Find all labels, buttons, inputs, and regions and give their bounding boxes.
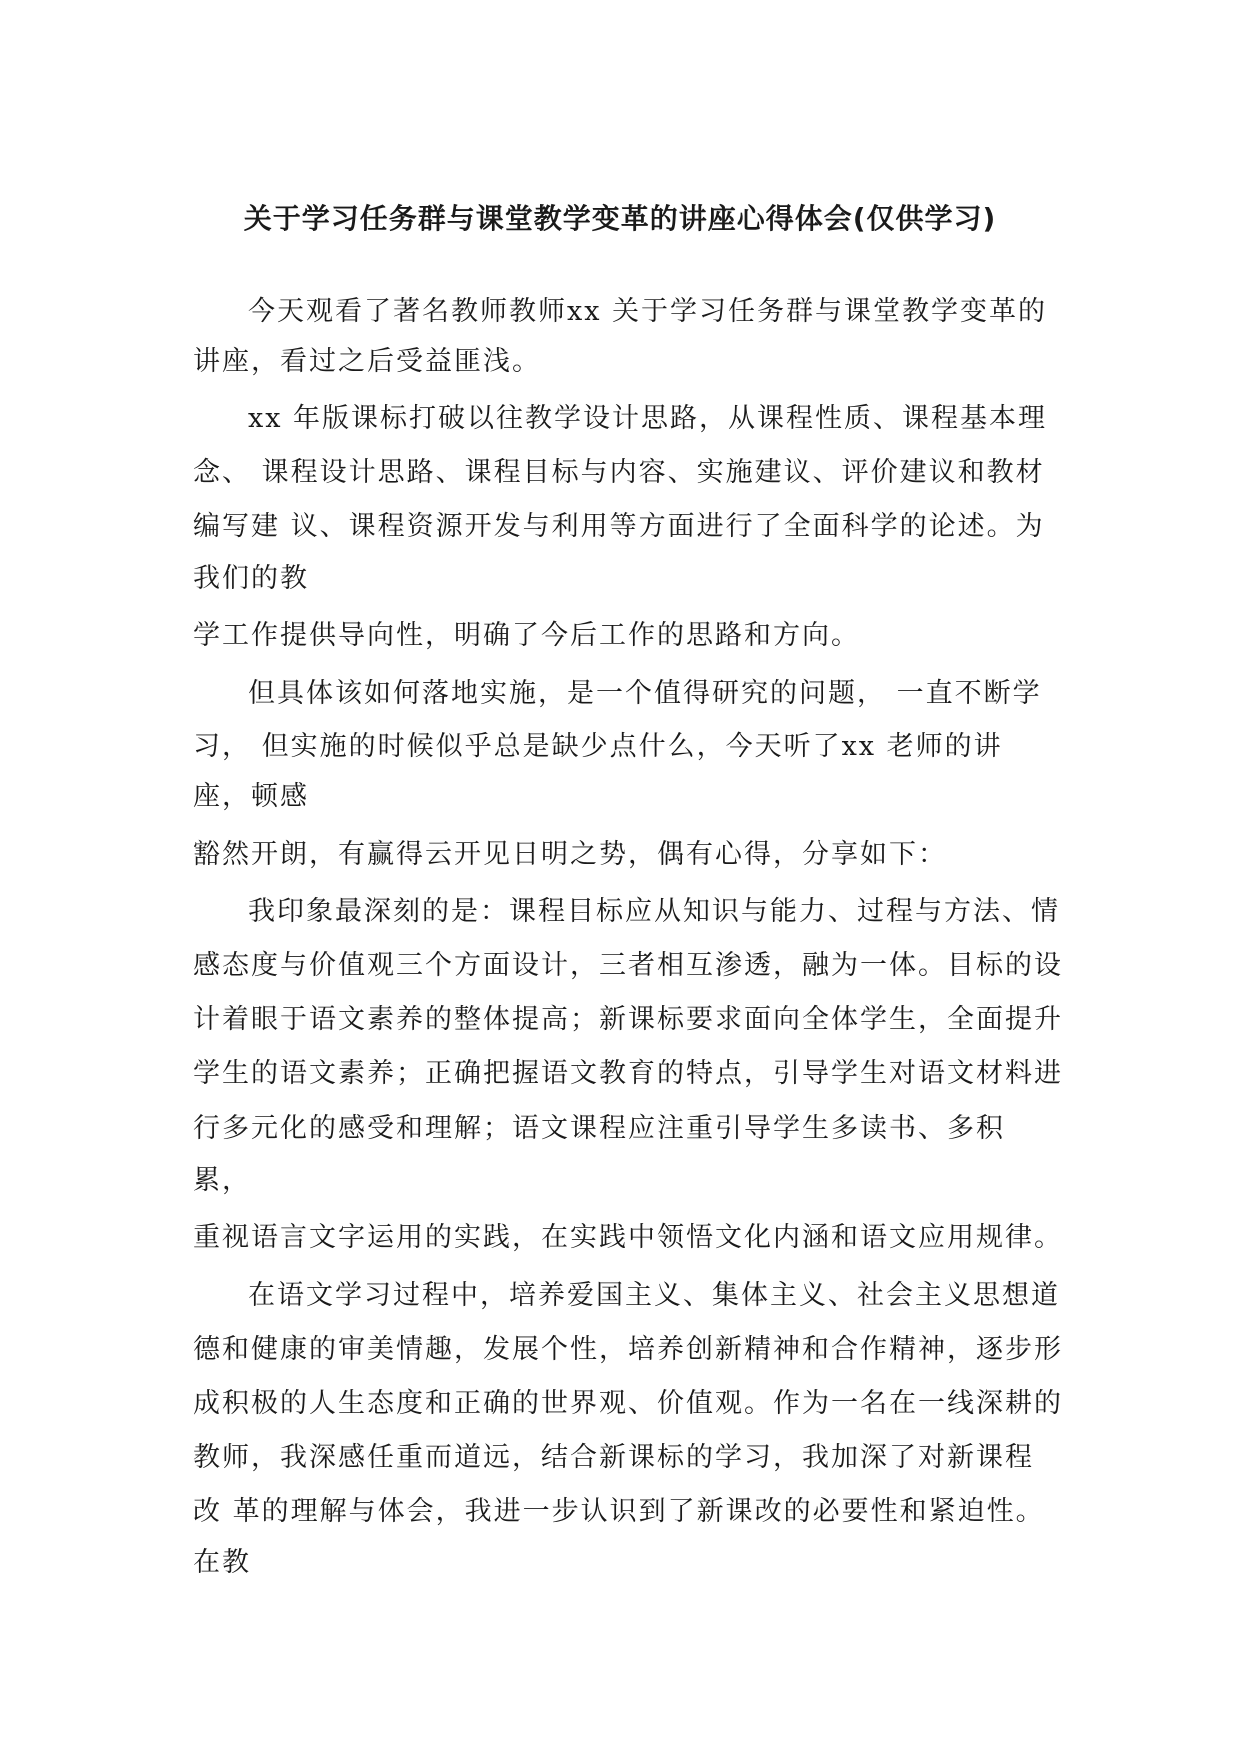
text-line: 习， 但实施的时候似乎总是缺少点什么，今天听了xx 老师的讲 [193,731,1003,762]
text-line: 成积极的人生态度和正确的世界观、价值观。作为一名在一线深耕的 [193,1388,1063,1419]
text-line: 豁然开朗，有赢得云开见日明之势，偶有心得，分享如下： [193,839,947,870]
text-line: 我们的教 [193,563,309,594]
text-line: xx 年版课标打破以往教学设计思路，从课程性质、课程基本理 [248,403,1048,434]
text-line: 座，顿感 [193,781,309,812]
text-line: 计着眼于语文素养的整体提高；新课标要求面向全体学生，全面提升 [193,1004,1063,1035]
text-line: 在语文学习过程中，培养爱国主义、集体主义、社会主义思想道 [248,1280,1060,1311]
text-line: 行多元化的感受和理解；语文课程应注重引导学生多读书、多积 [193,1113,1005,1144]
text-line: 重视语言文字运用的实践，在实践中领悟文化内涵和语文应用规律。 [193,1222,1063,1253]
text-line: 今天观看了著名教师教师xx 关于学习任务群与课堂教学变革的 [248,296,1048,327]
text-line: 编写建 议、课程资源开发与利用等方面进行了全面科学的论述。为 [193,511,1045,542]
text-line: 在教 [193,1547,251,1578]
text-line: 念、 课程设计思路、课程目标与内容、实施建议、评价建议和教材 [193,457,1045,488]
text-line: 学生的语文素养；正确把握语文教育的特点，引导学生对语文材料进 [193,1058,1063,1089]
text-line: 累， [193,1165,251,1196]
text-line: 但具体该如何落地实施，是一个值得研究的问题， 一直不断学 [248,678,1042,709]
text-line: 学工作提供导向性，明确了今后工作的思路和方向。 [193,620,860,651]
text-line: 德和健康的审美情趣，发展个性，培养创新精神和合作精神，逐步形 [193,1334,1063,1365]
text-line: 改 革的理解与体会，我进一步认识到了新课改的必要性和紧迫性。 [193,1496,1045,1527]
text-line: 教师，我深感任重而道远，结合新课标的学习，我加深了对新课程 [193,1442,1034,1473]
text-line: 讲座，看过之后受益匪浅。 [193,346,541,377]
text-line: 我印象最深刻的是：课程目标应从知识与能力、过程与方法、情 [248,896,1060,927]
text-line: 感态度与价值观三个方面设计，三者相互渗透，融为一体。目标的设 [193,950,1063,981]
document-title: 关于学习任务群与课堂教学变革的讲座心得体会(仅供学习) [243,202,997,235]
